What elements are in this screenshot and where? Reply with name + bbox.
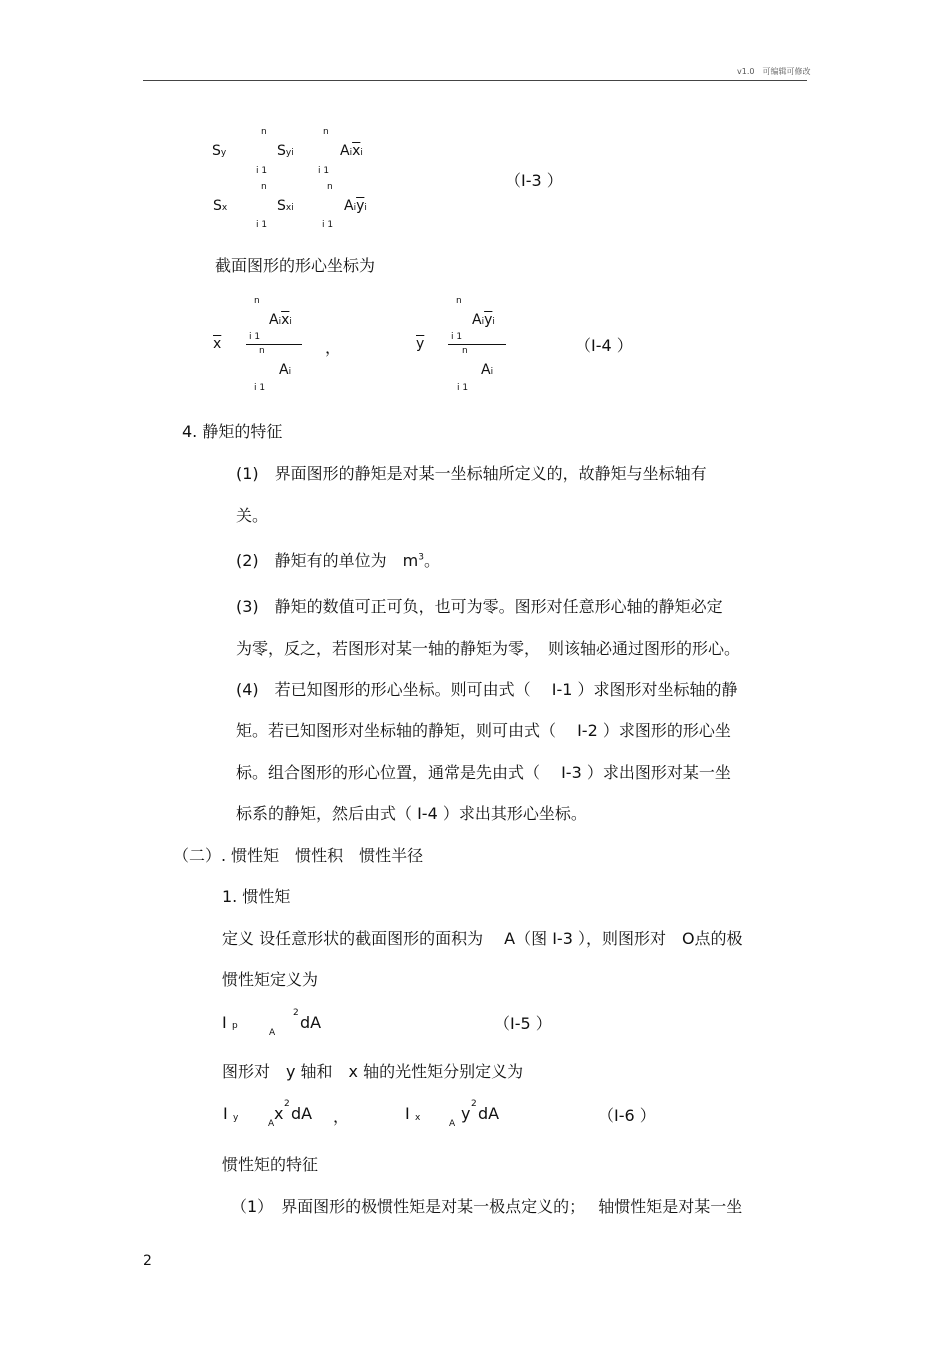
sy-lhs: Sy (212, 143, 227, 159)
power-2: 2 (471, 1099, 477, 1109)
y-var: y (461, 1104, 471, 1123)
s4-p3-line1: (3) 静矩的数值可正可负，也可为零。图形对任意形心轴的静矩必定 (236, 597, 723, 616)
s4-p1-line1: (1) 界面图形的静矩是对某一坐标轴所定义的，故静矩与坐标轴有 (236, 464, 707, 483)
integral-domain: A (268, 1119, 275, 1129)
formula-label-i3: （I-3 ） (505, 171, 563, 190)
sum-bottom: i 1 (256, 166, 268, 176)
x-fraction-bar (246, 344, 302, 345)
s4-p3-line2: 为零，反之，若图形对某一轴的静矩为零， 则该轴必通过图形的形心。 (236, 639, 741, 658)
x-denominator: Ai (279, 362, 292, 378)
da-term: dA (291, 1104, 313, 1123)
s2-sub1: 1. 惯性矩 (222, 887, 291, 906)
s4-p4-line3: 标。组合图形的形心位置，通常是先由式（ I-3 ）求出图形对某一坐 (236, 763, 731, 782)
s2-feature1: （1） 界面图形的极惯性矩是对某一极点定义的； 轴惯性矩是对某一坐 (231, 1197, 743, 1216)
sum-bottom: i 1 (256, 220, 268, 230)
sum-top: n (462, 346, 468, 356)
sum-top: n (327, 182, 333, 192)
sum-bottom: i 1 (254, 383, 266, 393)
comma: ， (325, 338, 342, 357)
s4-p4-line4: 标系的静矩，然后由式（ I-4 ）求出其形心坐标。 (236, 804, 587, 823)
syi-term: Syi (277, 143, 294, 159)
sum-bottom: i 1 (322, 220, 334, 230)
x-bar-lhs: $\overline{x}$ (213, 336, 222, 352)
integral-domain: A (269, 1028, 276, 1038)
header-version: v1.0 可编辑可修改 (737, 67, 811, 76)
comma: ， (333, 1107, 350, 1126)
page-number: 2 (143, 1253, 152, 1269)
sum-bottom: i 1 (451, 332, 463, 342)
s2-def-line1: 定义 设任意形状的截面图形的面积为 A（图 I-3 ），则图形对 O点的极 (222, 929, 743, 948)
iy-symbol: I (223, 1104, 228, 1123)
x-numerator: $Ai\overline{x}i$ (269, 312, 292, 328)
sum-top: n (323, 127, 329, 137)
power-2: 2 (284, 1099, 290, 1109)
formula-label-i4: （I-4 ） (575, 336, 633, 355)
s2-axes-text: 图形对 y 轴和 x 轴的光性矩分别定义为 (222, 1062, 524, 1081)
s4-p4-line1: (4) 若已知图形的形心坐标。则可由式（ I-1 ）求图形对坐标轴的静 (236, 680, 738, 699)
y-bar-lhs: $\overline{y}$ (416, 336, 425, 352)
header-rule (143, 80, 807, 81)
y-fraction-bar (448, 344, 506, 345)
section4-heading: 4. 静矩的特征 (182, 422, 283, 441)
centroid-intro: 截面图形的形心坐标为 (215, 256, 376, 275)
section2-heading: （二）. 惯性矩 惯性积 惯性半径 (173, 846, 424, 865)
sum-top: n (456, 296, 462, 306)
sum-top: n (254, 296, 260, 306)
s4-p2: (2) 静矩有的单位为 $m^3$。 (236, 551, 441, 570)
integral-domain: A (449, 1119, 456, 1129)
sx-lhs: Sx (213, 198, 228, 214)
sum-top: n (261, 182, 267, 192)
x-var: x (274, 1104, 284, 1123)
da-term: dA (478, 1104, 500, 1123)
iy-sub: y (233, 1113, 239, 1123)
s2-features-title: 惯性矩的特征 (222, 1155, 319, 1174)
formula-label-i5: （I-5 ） (494, 1014, 552, 1033)
sum-bottom: i 1 (318, 166, 330, 176)
sum-bottom: i 1 (457, 383, 469, 393)
sxi-term: Sxi (277, 198, 294, 214)
s4-p4-line2: 矩。若已知图形对坐标轴的静矩，则可由式（ I-2 ）求图形的形心坐 (236, 721, 731, 740)
s2-def-line2: 惯性矩定义为 (222, 970, 319, 989)
ai-xi-term: $Ai\overline{x}i$ (340, 143, 363, 159)
da-term: dA (300, 1013, 322, 1032)
ai-yi-term: $Ai\overline{y}i$ (344, 198, 367, 214)
ix-symbol: I (405, 1104, 410, 1123)
y-denominator: Ai (481, 362, 494, 378)
power-2: 2 (293, 1008, 299, 1018)
sum-top: n (261, 127, 267, 137)
s4-p1-line2: 关。 (236, 506, 269, 525)
ip-sub: p (232, 1021, 238, 1031)
sum-bottom: i 1 (249, 332, 261, 342)
sum-top: n (259, 346, 265, 356)
formula-label-i6: （I-6 ） (598, 1106, 656, 1125)
ix-sub: x (415, 1113, 421, 1123)
ip-symbol: I (222, 1013, 227, 1032)
y-numerator: $Ai\overline{y}i$ (472, 312, 495, 328)
